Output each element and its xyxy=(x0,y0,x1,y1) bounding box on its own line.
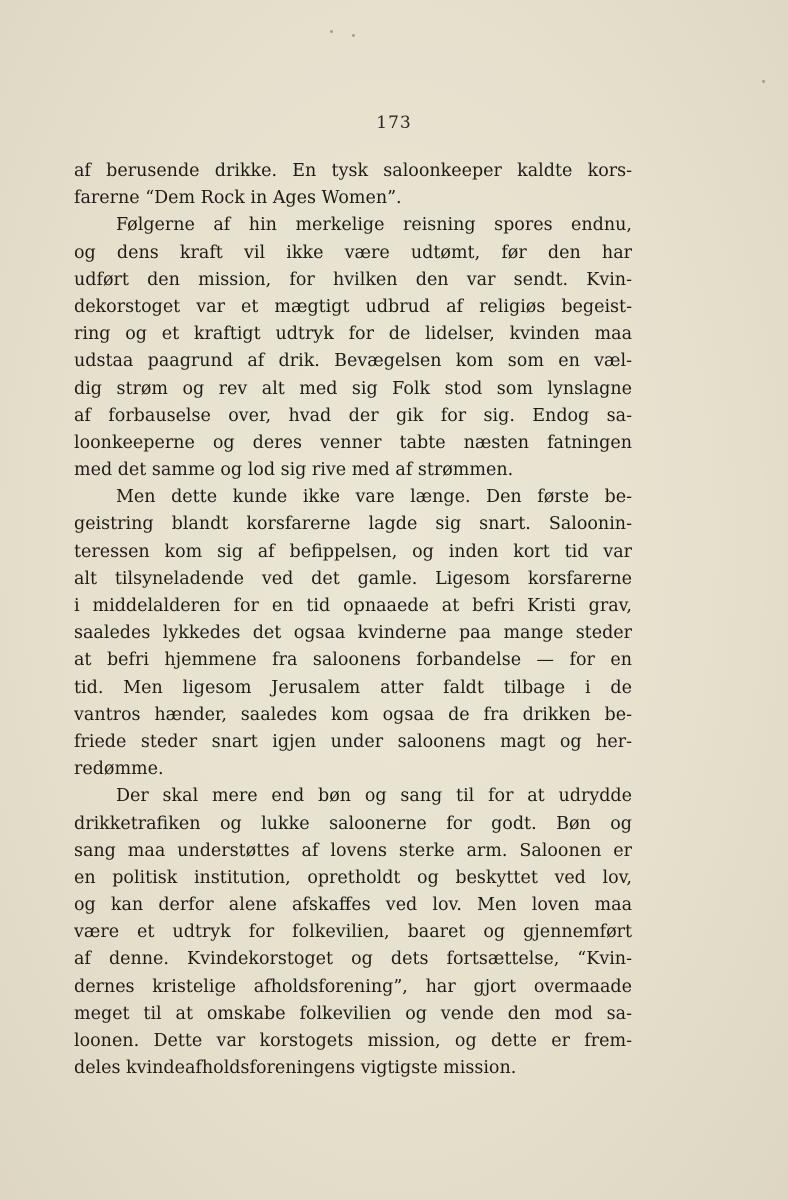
text-line: af denne. Kvindekorstoget og dets fortsættelse, “Kvin- xyxy=(74,949,632,970)
text-line: Der skal mere end bøn og sang til for at udrydde xyxy=(116,786,632,807)
text-line: sang maa understøttes af lovens sterke arm. Saloonen er xyxy=(74,840,632,861)
text-line: Følgerne af hin merkelige reisning spores endnu, xyxy=(116,215,632,236)
text-line: teressen kom sig af befippelsen, og inden kort tid var xyxy=(74,541,632,562)
text-line: tid. Men ligesom Jerusalem atter faldt tilbage i de xyxy=(74,677,632,698)
text-line: geistring blandt korsfarerne lagde sig snart. Saloonin- xyxy=(74,514,632,535)
text-line: udstaa paagrund af drik. Bevægelsen kom som en væl- xyxy=(74,351,632,372)
text-line: være et udtryk for folkevilien, baaret og gjennemført xyxy=(74,922,632,943)
text-line: og dens kraft vil ikke være udtømt, før den har xyxy=(74,242,632,263)
text-line: med det samme og lod sig rive med af strømmen. xyxy=(74,460,514,481)
text-line: vantros hænder, saaledes kom ogsaa de fra drikken be- xyxy=(74,704,632,725)
text-line: dekorstoget var et mægtigt udbrud af religiøs begeist- xyxy=(74,296,632,317)
text-line: og kan derfor alene afskaffes ved lov. Men loven maa xyxy=(74,895,632,916)
text-line: friede steder snart igjen under saloonens magt og her- xyxy=(74,731,632,752)
text-line: deles kvindeafholdsforeningens vigtigste mission. xyxy=(74,1058,517,1079)
text-line: af berusende drikke. En tysk saloonkeeper kaldte kors- xyxy=(74,161,632,181)
text-line: at befri hjemmene fra saloonens forbandelse — for en xyxy=(74,650,632,671)
text-line: dernes kristelige afholdsforening”, har gjort overmaade xyxy=(74,976,632,997)
text-line: redømme. xyxy=(74,759,164,780)
page-number: 173 xyxy=(376,113,412,133)
paper-speck xyxy=(762,80,765,83)
text-line: ring og et kraftigt udtryk for de lidelser, kvinden maa xyxy=(74,324,632,345)
text-line: loonen. Dette var korstogets mission, og dette er frem- xyxy=(74,1031,632,1051)
text-line: en politisk institution, opretholdt og beskyttet ved lov, xyxy=(74,867,632,888)
text-line: loonkeeperne og deres venner tabte næsten fatningen xyxy=(74,432,632,453)
text-line: meget til at omskabe folkevilien og vende den mod sa- xyxy=(74,1003,632,1024)
text-line: farerne “Dem Rock in Ages Women”. xyxy=(74,188,402,209)
body-text xyxy=(74,158,632,1082)
text-line: dig strøm og rev alt med sig Folk stod som lynslagne xyxy=(74,378,632,399)
text-line: saaledes lykkedes det ogsaa kvinderne paa mange steder xyxy=(74,623,632,644)
text-line: i middelalderen for en tid opnaaede at befri Kristi grav, xyxy=(74,596,632,616)
text-line: af forbauselse over, hvad der gik for sig. Endog sa- xyxy=(74,405,632,426)
text-line: drikketrafiken og lukke saloonerne for godt. Bøn og xyxy=(74,813,632,834)
paper-speck xyxy=(330,30,333,33)
text-line: alt tilsyneladende ved det gamle. Ligesom korsfarerne xyxy=(74,568,632,589)
text-line: Men dette kunde ikke vare længe. Den første be- xyxy=(116,487,632,508)
paper-speck xyxy=(352,34,355,37)
text-line: udført den mission, for hvilken den var sendt. Kvin- xyxy=(74,269,632,290)
